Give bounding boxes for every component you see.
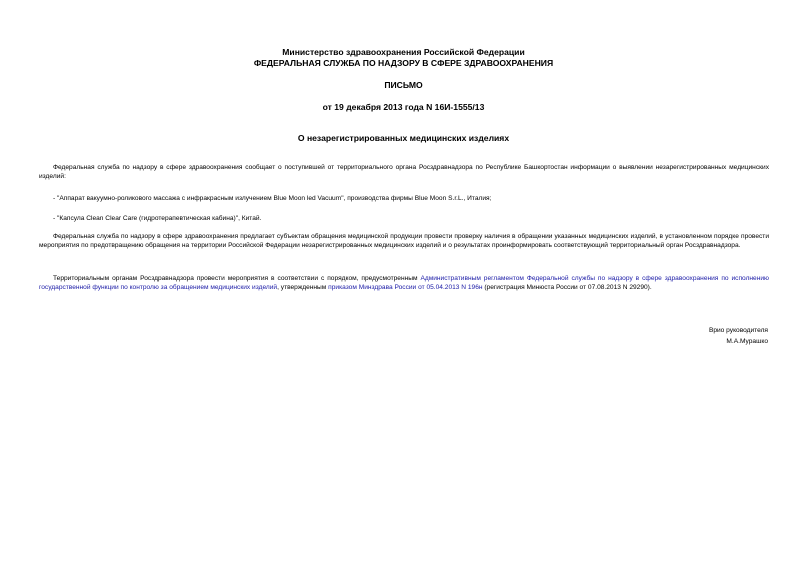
ministry-heading: Министерство здравоохранения Российской Федерации (282, 47, 525, 57)
paragraph-intro: Федеральная служба по надзору в сфере здравоохранения сообщает о поступившей от территориального органа Росздравнадзора по Республике Башкортостан информации о выявлении незарегистрированных медицинских изделий: (39, 164, 769, 181)
signatory-position: Врио руководителя (708, 327, 768, 334)
document-type-heading: ПИСЬМО (384, 80, 423, 90)
document-date-number: от 19 декабря 2013 года N 16И-1555/13 (322, 102, 485, 112)
instructions-text-start: Территориальным органам Росздравнадзора провести мероприятия в соответствии с порядком, предусмотренным (53, 275, 421, 282)
paragraph-instructions (39, 274, 769, 293)
service-heading: ФЕДЕРАЛЬНАЯ СЛУЖБА ПО НАДЗОРУ В СФЕРЕ ЗДРАВООХРАНЕНИЯ (253, 58, 554, 68)
instructions-text-end: (регистрация Минюста России от 07.08.2013 N 29290). (482, 284, 652, 292)
signatory-name: М.А.Мурашко (726, 338, 768, 345)
order-link[interactable]: приказом Минздрава России от 05.04.2013 N 196н (328, 284, 483, 292)
regulation-link[interactable]: Административным регламентом Федеральной службы по надзору в сфере здравоохранения по исполнению государственной функции по контролю за обращением медицинских изделий (39, 275, 769, 292)
list-item-device-1: - "Аппарат вакуумно-роликового массажа с инфракрасным излучением Blue Moon led Vacuum", производства фирмы Blue Moon S.r.L., Италия; (53, 195, 492, 202)
paragraph-proposal: Федеральная служба по надзору в сфере здравоохранения предлагает субъектам обращения медицинской продукции провести проверку наличия в обращении указанных медицинских изделий, в установленном порядке провести мероприятия по предотвращению обращения на территории Российской Федерации незарегистрированных медицинских изделий и о результатах проинформировать соответствующий территориальный орган Росздравнадзора. (39, 233, 769, 250)
document-subject: О незарегистрированных медицинских изделиях (297, 133, 510, 143)
instructions-text-mid: , утвержденным (277, 284, 329, 292)
list-item-device-2: - "Капсула Clean Clear Care (гидротерапевтическая кабина)", Китай. (53, 215, 262, 222)
